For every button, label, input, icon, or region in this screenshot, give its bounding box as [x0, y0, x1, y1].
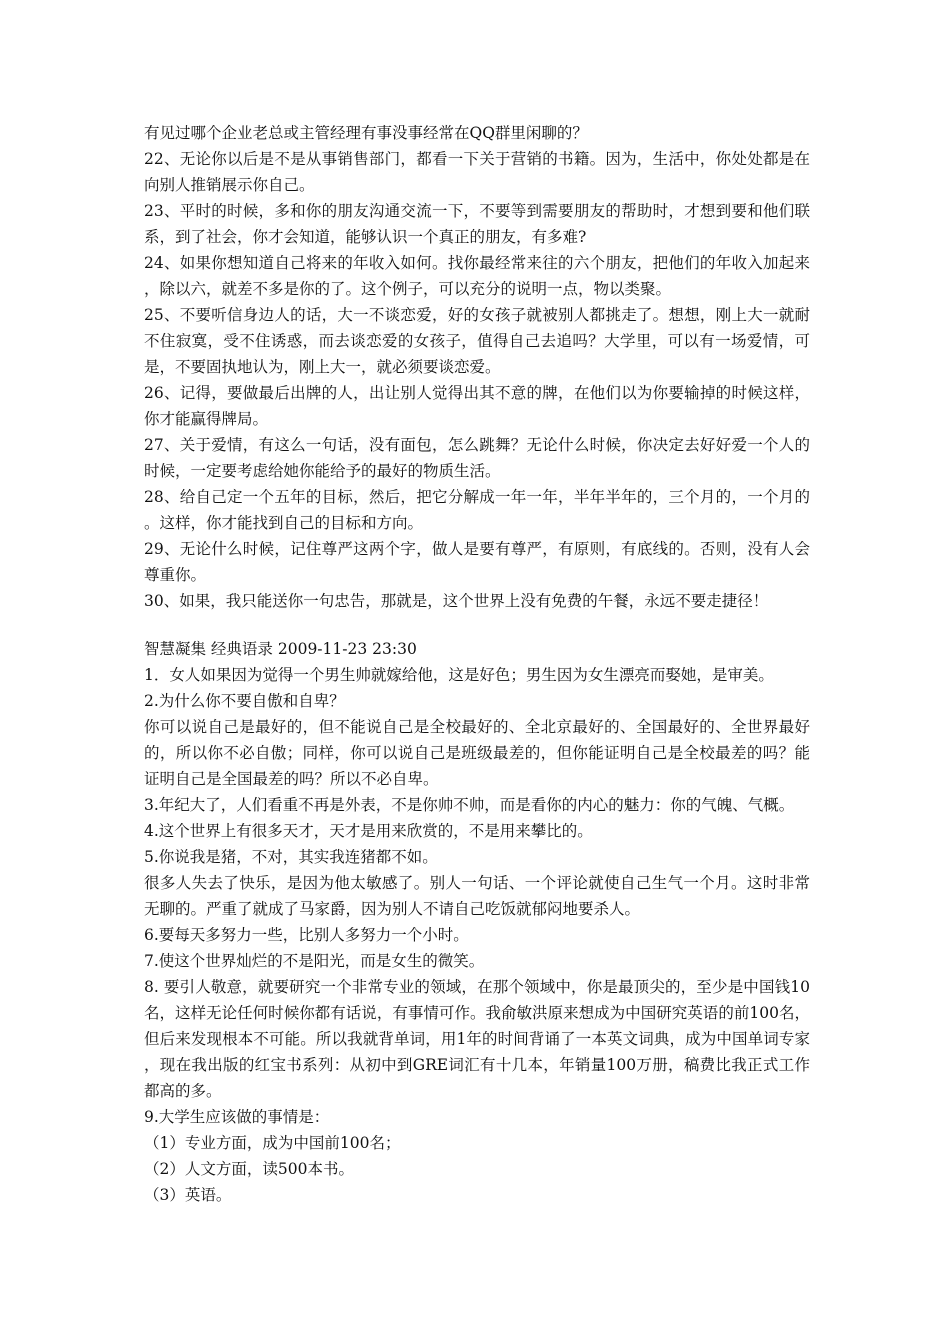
- quote-item-3: 3.年纪大了，人们看重不再是外表，不是你帅不帅，而是看你的内心的魅力：你的气魄、气概。: [144, 796, 795, 814]
- paragraph-item-22: 22、无论你以后是不是从事销售部门，都看一下关于营销的书籍。因为，生活中，你处处都是在向别人推销展示你自己。: [144, 150, 810, 194]
- paragraph-item-23: 23、平时的时候，多和你的朋友沟通交流一下，不要等到需要朋友的帮助时，才想到要和他们联系，到了社会，你才会知道，能够认识一个真正的朋友，有多难?: [144, 202, 810, 246]
- paragraph-item-27: 27、关于爱情，有这么一句话，没有面包，怎么跳舞？无论什么时候，你决定去好好爱一个人的时候，一定要考虑给她你能给予的最好的物质生活。: [144, 436, 810, 480]
- quote-item-8: 8. 要引人敬意，就要研究一个非常专业的领域，在那个领域中，你是最顶尖的，至少是中国钱10名，这样无论任何时候你都有话说，有事情可作。我俞敏洪原来想成为中国研究英语的前100名，但后来发现根本不可能。所以我就背单词，用1年的时间背诵了一本英文词典，成为中国单词专家，现在我出版的红宝书系列：从初中到GRE词汇有十几本，年销量100万册，稿费比我正式工作都高的多。: [144, 978, 810, 1100]
- quote-item-1: 1．女人如果因为觉得一个男生帅就嫁给他，这是好色；男生因为女生漂亮而娶她，是审美。: [144, 666, 774, 684]
- quote-item-2-body: 你可以说自己是最好的，但不能说自己是全校最好的、全北京最好的、全国最好的、全世界最好的，所以你不必自傲；同样，你可以说自己是班级最差的，但你能证明自己是全校最差的吗？能证明自己是全国最差的吗？所以不必自卑。: [144, 718, 810, 788]
- quote-item-5: 5.你说我是猪，不对，其实我连猪都不如。: [144, 848, 438, 866]
- quote-item-5-body: 很多人失去了快乐，是因为他太敏感了。别人一句话、一个评论就使自己生气一个月。这时非常无聊的。严重了就成了马家爵，因为别人不请自己吃饭就郁闷地要杀人。: [144, 874, 810, 918]
- paragraph-qq-chat: 有见过哪个企业老总或主管经理有事没事经常在QQ群里闲聊的？: [144, 124, 588, 142]
- paragraph-item-24: 24、如果你想知道自己将来的年收入如何。找你最经常来往的六个朋友，把他们的年收入加起来，除以六，就差不多是你的了。这个例子，可以充分的说明一点，物以类聚。: [144, 254, 810, 298]
- quote-item-6: 6.要每天多努力一些，比别人多努力一个小时。: [144, 926, 469, 944]
- quote-item-7: 7.使这个世界灿烂的不是阳光，而是女生的微笑。: [144, 952, 485, 970]
- section-gap: [144, 614, 810, 636]
- quote-item-9: 9.大学生应该做的事情是：: [144, 1108, 330, 1126]
- quote-item-4: 4.这个世界上有很多天才，天才是用来欣赏的，不是用来攀比的。: [144, 822, 593, 840]
- quote-item-9-sub-2: （2）人文方面，读500本书。: [144, 1160, 354, 1178]
- paragraph-item-30: 30、如果，我只能送你一句忠告，那就是，这个世界上没有免费的午餐，永远不要走捷径！: [144, 592, 769, 610]
- paragraph-item-28: 28、给自己定一个五年的目标，然后，把它分解成一年一年，半年半年的，三个月的，一个月的。这样，你才能找到自己的目标和方向。: [144, 488, 810, 532]
- paragraph-item-26: 26、记得，要做最后出牌的人，出让别人觉得出其不意的牌，在他们以为你要输掉的时候这样，你才能赢得牌局。: [144, 384, 810, 428]
- paragraph-item-29: 29、无论什么时候，记住尊严这两个字，做人是要有尊严，有原则，有底线的。否则，没有人会尊重你。: [144, 540, 810, 584]
- quote-item-9-sub-1: （1）专业方面，成为中国前100名；: [144, 1134, 401, 1152]
- quote-item-9-sub-3: （3）英语。: [144, 1186, 232, 1204]
- quote-item-2: 2.为什么你不要自傲和自卑？: [144, 692, 345, 710]
- document-page: [144, 120, 810, 1208]
- paragraph-item-25: 25、不要听信身边人的话，大一不谈恋爱，好的女孩子就被别人都挑走了。想想，刚上大一就耐不住寂寞，受不住诱惑，而去谈恋爱的女孩子，值得自己去追吗？大学里，可以有一场爱情，可是，不要固执地认为，刚上大一，就必须要谈恋爱。: [144, 306, 810, 376]
- section-header: 智慧凝集 经典语录 2009-11-23 23:30: [144, 640, 417, 658]
